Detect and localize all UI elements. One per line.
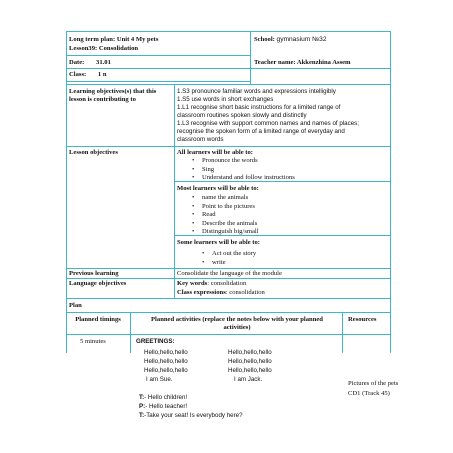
- previous-learning-value: Consolidate the language of the module: [177, 270, 282, 277]
- divider: [250, 31, 251, 84]
- plan-label: Long term plan:: [69, 36, 116, 43]
- divider: [342, 312, 343, 353]
- lesson-value: Consolidation: [98, 45, 139, 52]
- dialogue-left: [144, 349, 188, 385]
- dialogue-line: Hello,hello,hello: [228, 366, 272, 374]
- lesson-objectives-label: Lesson objectives: [69, 149, 118, 156]
- teacher-label: Teacher name:: [254, 59, 296, 66]
- speaker: T:: [139, 411, 145, 419]
- exchange-line: [139, 412, 243, 421]
- teacher: [254, 59, 351, 67]
- divider: [66, 55, 250, 56]
- resource-item: Pictures of the pets: [348, 380, 399, 387]
- teacher-value: Akkenzhina Assem: [296, 59, 351, 66]
- most-learners-item: • Read: [202, 211, 216, 219]
- school-label: School:: [254, 36, 275, 43]
- class: [69, 71, 107, 79]
- dialogue-line: I am Sue.: [146, 375, 173, 383]
- all-learners-item: • Understand and follow instructions: [202, 174, 295, 182]
- plan-label: Plan: [69, 302, 82, 309]
- divider: [130, 312, 131, 353]
- dialogue-right: [228, 349, 272, 385]
- learning-objectives-label: Learning objectives(s) that this lesson is contributing to: [69, 88, 157, 103]
- divider: [66, 68, 390, 69]
- lesson: [69, 45, 138, 53]
- dialogue-line: Hello,hello,hello: [228, 357, 272, 365]
- unit-value: Unit 4 My pets: [116, 36, 159, 43]
- all-learners-item: • Pronounce the words: [202, 157, 258, 165]
- lesson-label: Lesson39:: [69, 45, 98, 52]
- some-learners-heading: Some learners will be able to:: [177, 239, 260, 246]
- school: [254, 36, 327, 44]
- class-expressions-value: : consolidation: [225, 289, 265, 296]
- school-value: gymnasium №32: [276, 36, 327, 43]
- planned-timings-header: Planned timings: [75, 316, 121, 323]
- resources-list: [348, 379, 398, 399]
- key-words: [177, 280, 246, 288]
- all-learners-heading: All learners will be able to:: [177, 149, 253, 156]
- objective-item: classroom words: [177, 136, 224, 144]
- resource-item: CD1 (Track 45): [348, 389, 390, 397]
- objective-item: 1.S3 pronounce familiar words and expressions intelligibly: [177, 88, 336, 95]
- divider: [66, 81, 250, 82]
- table-border-right: [390, 31, 391, 353]
- some-learners-item: • Act out the story: [212, 250, 256, 258]
- class-value: 1 n: [97, 71, 107, 78]
- timing-value: 5 minutes: [80, 338, 106, 345]
- divider: [66, 268, 390, 269]
- divider: [66, 278, 390, 279]
- dialogue-line: Hello,hello,hello: [144, 357, 188, 365]
- greetings-label: GREETINGS:: [136, 338, 175, 345]
- speaker: P:: [139, 402, 146, 410]
- most-learners-item: • Describe the animals: [202, 220, 257, 228]
- class-label: Class:: [69, 71, 87, 78]
- divider: [66, 298, 390, 299]
- exchange: [139, 394, 243, 421]
- dialogue-line: Hello,hello,hello: [144, 366, 188, 374]
- exchange-line: [139, 403, 243, 412]
- most-learners-heading: Most learners will be able to:: [177, 185, 259, 192]
- divider: [174, 84, 175, 298]
- objective-item: 1.S5 use words in short exchanges: [177, 96, 274, 104]
- table-border-top: [66, 31, 390, 32]
- long-term-plan: [69, 36, 158, 44]
- dialogue-line: I am Jack.: [234, 375, 263, 383]
- date-label: Date:: [69, 59, 85, 66]
- previous-learning-label: Previous learning: [69, 270, 119, 277]
- most-learners-item: • Distinguish big/small: [202, 228, 259, 236]
- dialogue-line: Hello,hello,hello: [228, 349, 272, 356]
- date-value: 31.01: [96, 59, 111, 66]
- dialogue-line: Hello,hello,hello: [144, 349, 188, 356]
- planned-activities-header: Planned activities (replace the notes below with your planned activities): [151, 316, 323, 331]
- divider: [66, 146, 390, 147]
- most-learners-item: • name the animals: [202, 194, 248, 202]
- utterance: -Take your seat! Is everybody here?: [144, 411, 243, 419]
- some-learners-item: • write: [212, 259, 226, 267]
- table-border-left: [66, 31, 67, 353]
- exchange-line: [139, 394, 243, 403]
- all-learners-item: • Sing: [202, 166, 214, 174]
- utterance: - Hello teacher!: [145, 402, 188, 410]
- objective-item: recognise the spoken form of a limited range of everyday and: [177, 128, 345, 136]
- class-expressions-label: Class expressions: [177, 289, 226, 296]
- learning-objectives-list: [177, 88, 389, 144]
- most-learners-item: • Point to the pictures: [202, 203, 255, 211]
- utterance: - Hello children!: [144, 394, 188, 401]
- key-words-value: : consolidation: [207, 280, 247, 287]
- class-expressions: [177, 289, 265, 297]
- divider: [66, 84, 390, 85]
- language-objectives-label: Language objectives: [69, 280, 127, 287]
- resources-header: Resources: [348, 316, 377, 323]
- speaker: T:: [139, 394, 145, 401]
- objective-item: 1.L3 recognise with support common names and names of places;: [177, 120, 359, 128]
- key-words-label: Key words: [177, 280, 208, 287]
- objective-item: classroom routines spoken slowly and distinctly: [177, 112, 307, 120]
- date: [69, 59, 111, 67]
- objective-item: 1.L1 recognise short basic instructions for a limited range of: [177, 104, 341, 112]
